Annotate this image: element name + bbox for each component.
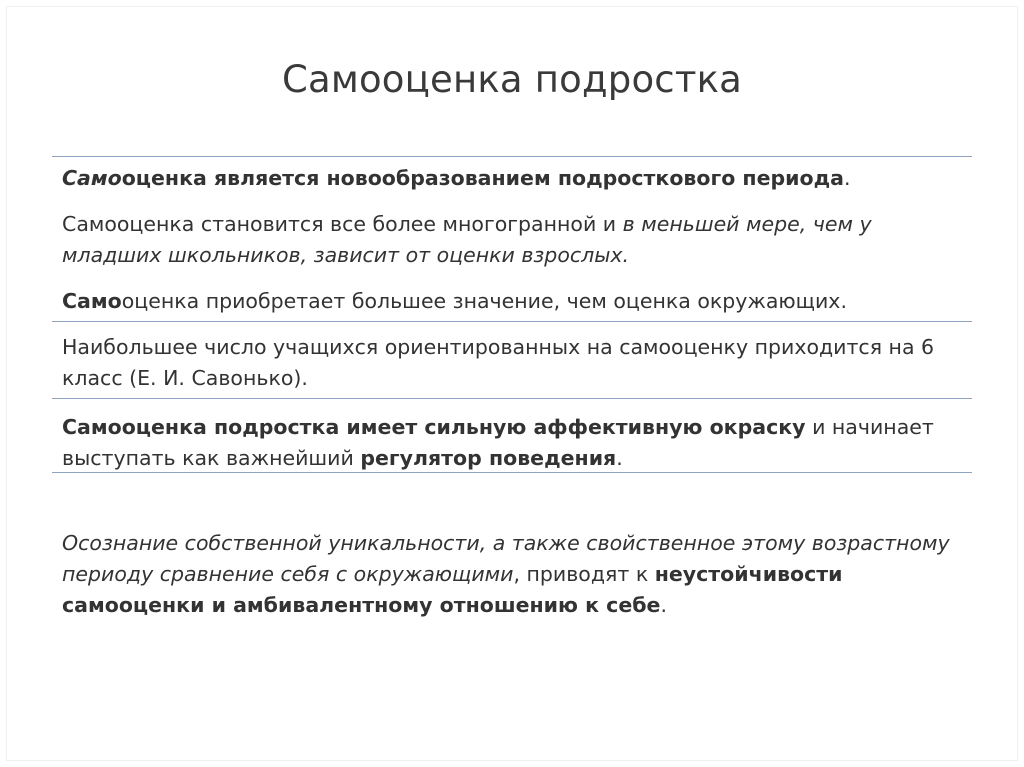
text-fragment: Само [62, 289, 122, 313]
paragraph-novoobrazovanie [62, 163, 967, 194]
paragraph-mnogogrannaya [62, 209, 967, 271]
text-fragment: Самооценка становится все более многогранной и [62, 212, 623, 236]
text-fragment: и начинает выступать как важнейший [62, 415, 934, 470]
text-fragment: регулятор поведения [360, 446, 617, 470]
paragraph-unikalnost [62, 528, 967, 621]
text-fragment: оценка приобретает большее значение, чем оценка окружающих. [121, 289, 847, 313]
divider-top [52, 156, 972, 157]
text-fragment: . [616, 446, 623, 470]
text-fragment: оценка является новообразованием подросткового периода [121, 166, 844, 190]
text-fragment: . [660, 593, 667, 617]
text-fragment: , приводят к [513, 562, 655, 586]
text-fragment: Наибольшее число учащихся ориентированных на самооценку приходится на 6 класс (Е. И. Савонько). [62, 335, 935, 390]
divider-2 [52, 321, 972, 322]
text-fragment: в меньшей мере, чем у младших школьников, зависит от оценки взрослых. [62, 212, 872, 267]
text-fragment: Самооценка подростка имеет сильную аффективную окраску [62, 415, 806, 439]
paragraph-savonko [62, 332, 967, 394]
text-fragment: Осознание собственной уникальности, а также свойственное этому возрастному периоду сравнение себя с окружающими [62, 531, 950, 586]
paragraph-znachenie [62, 286, 967, 317]
text-fragment: Само [62, 166, 122, 190]
text-fragment: неустойчивости самооценки и амбивалентному отношению к себе [62, 562, 843, 617]
text-fragment: . [844, 166, 851, 190]
paragraph-affektivnaya [62, 412, 967, 474]
slide-title: Самооценка подростка [281, 58, 743, 101]
divider-3 [52, 398, 972, 399]
divider-4 [52, 472, 972, 473]
